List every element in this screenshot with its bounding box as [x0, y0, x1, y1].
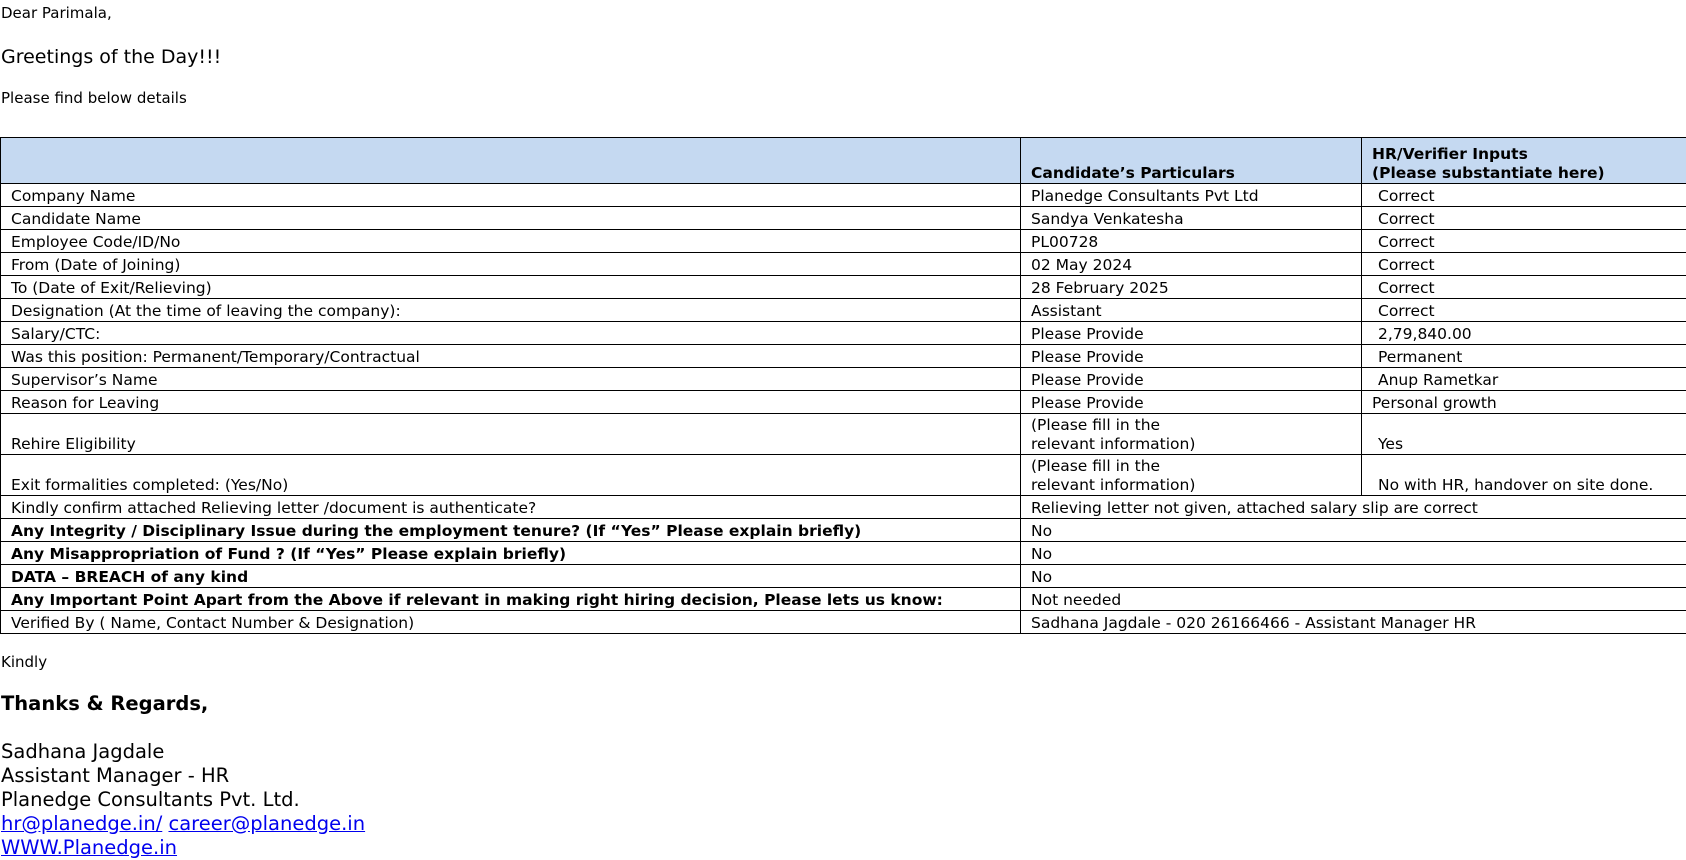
signature-website-row: [1, 836, 365, 860]
table-row: [1, 519, 1686, 542]
row-candidate: Planedge Consultants Pvt Ltd: [1021, 184, 1362, 207]
row-label: Supervisor’s Name: [1, 368, 1021, 391]
row-candidate-line1: (Please fill in the: [1031, 457, 1361, 476]
table-row: [1, 345, 1686, 368]
signature-emails: [1, 812, 365, 836]
row-hr: Correct: [1362, 207, 1686, 230]
row-label: Employee Code/ID/No: [1, 230, 1021, 253]
row-candidate: 02 May 2024: [1021, 253, 1362, 276]
closing-text: Kindly: [1, 653, 47, 671]
row-candidate-line2: relevant information): [1031, 476, 1361, 495]
row-label: Any Integrity / Disciplinary Issue during the employment tenure? (If “Yes” Please explain briefly): [1, 519, 1021, 542]
signature-company: Planedge Consultants Pvt. Ltd.: [1, 788, 365, 812]
table-row: [1, 207, 1686, 230]
row-label: Kindly confirm attached Relieving letter /document is authenticate?: [1, 496, 1021, 519]
row-hr: Yes: [1362, 414, 1686, 455]
greeting: Greetings of the Day!!!: [1, 46, 221, 68]
table-row: [1, 611, 1686, 634]
row-label: Any Important Point Apart from the Above if relevant in making right hiring decision, Please lets us know:: [1, 588, 1021, 611]
row-label: Verified By ( Name, Contact Number & Designation): [1, 611, 1021, 634]
table-row: [1, 368, 1686, 391]
row-candidate: Please Provide: [1021, 368, 1362, 391]
signature-name: Sadhana Jagdale: [1, 740, 365, 764]
row-label: Company Name: [1, 184, 1021, 207]
row-hr: 2,79,840.00: [1362, 322, 1686, 345]
row-label: Reason for Leaving: [1, 391, 1021, 414]
row-hr: Anup Rametkar: [1362, 368, 1686, 391]
row-candidate-line1: (Please fill in the: [1031, 416, 1361, 435]
row-hr: Permanent: [1362, 345, 1686, 368]
row-label: DATA – BREACH of any kind: [1, 565, 1021, 588]
row-candidate-line2: relevant information): [1031, 435, 1361, 454]
signature-title: Assistant Manager - HR: [1, 764, 365, 788]
row-hr: Personal growth: [1362, 391, 1686, 414]
header-hr-line2: (Please substantiate here): [1372, 164, 1686, 183]
row-candidate: Sandya Venkatesha: [1021, 207, 1362, 230]
hr-email-link[interactable]: hr@planedge.in/: [1, 812, 162, 835]
table-row: [1, 542, 1686, 565]
header-hr-line1: HR/Verifier Inputs: [1372, 145, 1686, 164]
row-label: To (Date of Exit/Relieving): [1, 276, 1021, 299]
header-blank: [1, 138, 1021, 184]
table-row: [1, 253, 1686, 276]
table-row: [1, 322, 1686, 345]
table-row: [1, 565, 1686, 588]
row-label: Salary/CTC:: [1, 322, 1021, 345]
table-row: [1, 496, 1686, 519]
row-candidate: PL00728: [1021, 230, 1362, 253]
verification-table: [0, 137, 1686, 634]
row-hr: Correct: [1362, 230, 1686, 253]
table-row: [1, 299, 1686, 322]
website-link[interactable]: WWW.Planedge.in: [1, 836, 177, 859]
row-hr: No with HR, handover on site done.: [1362, 455, 1686, 496]
row-hr: Correct: [1362, 253, 1686, 276]
row-hr: Correct: [1362, 299, 1686, 322]
row-candidate: 28 February 2025: [1021, 276, 1362, 299]
row-answer: No: [1021, 565, 1686, 588]
row-candidate: Please Provide: [1021, 391, 1362, 414]
row-label: Candidate Name: [1, 207, 1021, 230]
row-label: Designation (At the time of leaving the company):: [1, 299, 1021, 322]
table-row: [1, 588, 1686, 611]
table-row: [1, 455, 1686, 496]
header-candidate-particulars: Candidate’s Particulars: [1021, 138, 1362, 184]
row-candidate: Assistant: [1021, 299, 1362, 322]
salutation: Dear Parimala,: [1, 4, 112, 22]
header-hr-inputs: [1362, 138, 1686, 184]
row-candidate: Please Provide: [1021, 345, 1362, 368]
table-row: [1, 414, 1686, 455]
row-answer: No: [1021, 542, 1686, 565]
row-label: Rehire Eligibility: [1, 414, 1021, 455]
table-row: [1, 184, 1686, 207]
intro-text: Please find below details: [1, 89, 187, 107]
row-label: Was this position: Permanent/Temporary/Contractual: [1, 345, 1021, 368]
row-candidate: [1021, 414, 1362, 455]
thanks-regards: Thanks & Regards,: [1, 692, 208, 715]
table-row: [1, 230, 1686, 253]
career-email-link[interactable]: career@planedge.in: [168, 812, 365, 835]
row-answer: No: [1021, 519, 1686, 542]
table-row: [1, 276, 1686, 299]
row-answer: Not needed: [1021, 588, 1686, 611]
row-hr: Correct: [1362, 276, 1686, 299]
row-label: From (Date of Joining): [1, 253, 1021, 276]
table-row: [1, 391, 1686, 414]
row-hr: Correct: [1362, 184, 1686, 207]
row-answer: Sadhana Jagdale - 020 26166466 - Assistant Manager HR: [1021, 611, 1686, 634]
row-label: Any Misappropriation of Fund ? (If “Yes” Please explain briefly): [1, 542, 1021, 565]
signature-block: [1, 740, 365, 860]
row-label: Exit formalities completed: (Yes/No): [1, 455, 1021, 496]
row-candidate: [1021, 455, 1362, 496]
row-answer: Relieving letter not given, attached salary slip are correct: [1021, 496, 1686, 519]
table-header-row: [1, 138, 1686, 184]
row-candidate: Please Provide: [1021, 322, 1362, 345]
